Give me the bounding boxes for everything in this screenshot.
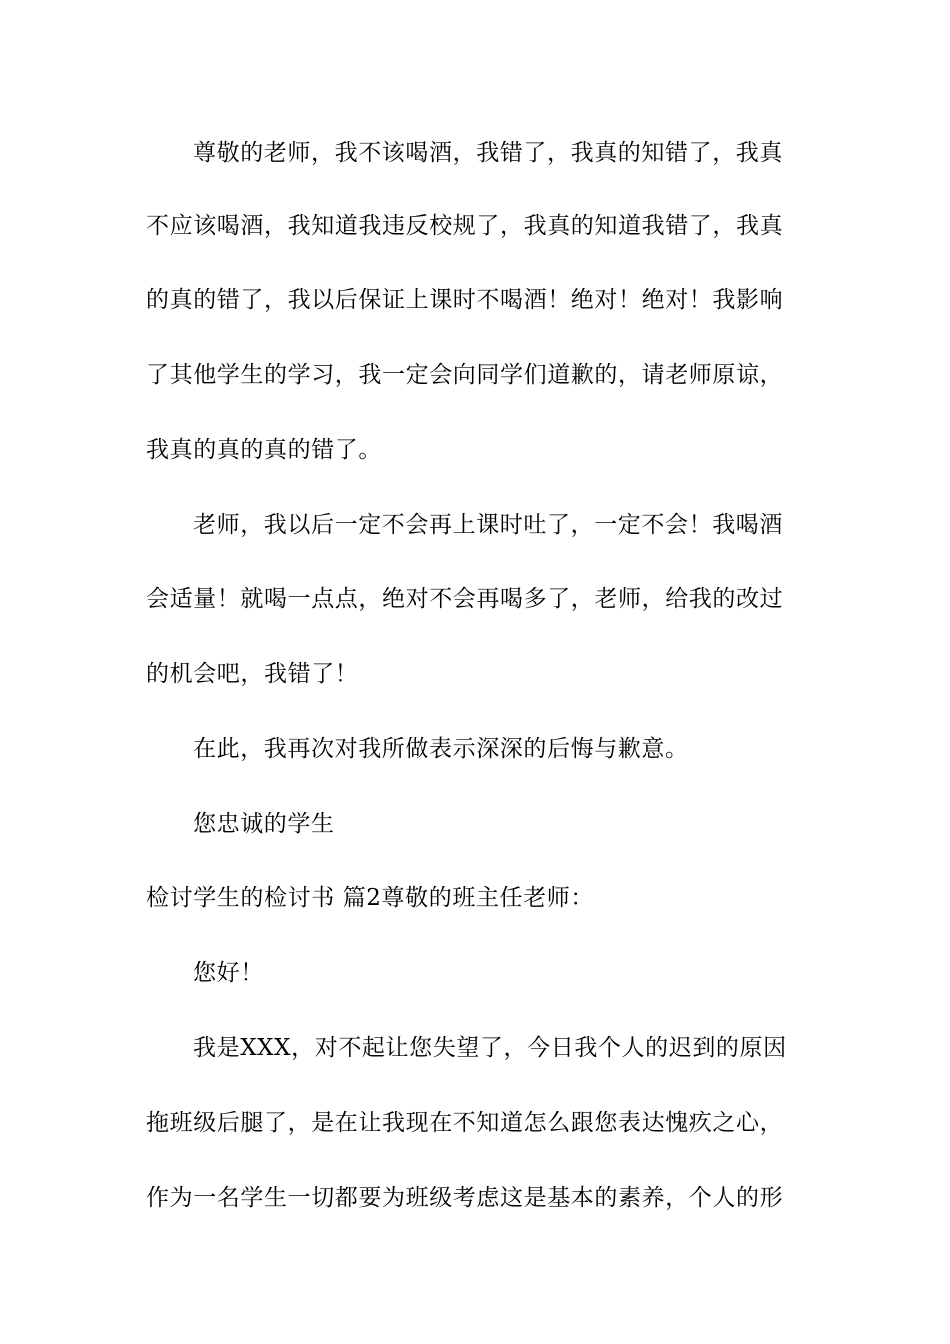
paragraph-line: 我是XXX，对不起让您失望了，今日我个人的迟到的原因	[193, 1035, 787, 1061]
paragraph-line: 老师，我以后一定不会再上课时吐了，一定不会！我喝酒	[193, 512, 783, 538]
section-heading: 检讨学生的检讨书 篇2尊敬的班主任老师：	[146, 885, 594, 911]
paragraph-line: 我真的真的真的错了。	[146, 437, 382, 463]
greeting-line: 您好！	[193, 960, 264, 986]
paragraph-line: 在此，我再次对我所做表示深深的后悔与歉意。	[193, 736, 689, 762]
paragraph-line: 尊敬的老师，我不该喝酒，我错了，我真的知错了，我真	[193, 140, 783, 166]
paragraph-line: 作为一名学生一切都要为班级考虑这是基本的素养，个人的形	[146, 1185, 784, 1211]
signature-line: 您忠诚的学生	[193, 811, 335, 837]
paragraph-line: 拖班级后腿了，是在让我现在不知道怎么跟您表达愧疚之心，	[146, 1110, 784, 1136]
paragraph-line: 的机会吧，我错了！	[146, 661, 359, 687]
paragraph-line: 会适量！就喝一点点，绝对不会再喝多了，老师，给我的改过	[146, 586, 784, 612]
paragraph-line: 的真的错了，我以后保证上课时不喝酒！绝对！绝对！我影响	[146, 287, 784, 313]
paragraph-line: 了其他学生的学习，我一定会向同学们道歉的，请老师原谅，	[146, 362, 784, 388]
paragraph-line: 不应该喝酒，我知道我违反校规了，我真的知道我错了，我真	[146, 213, 784, 239]
